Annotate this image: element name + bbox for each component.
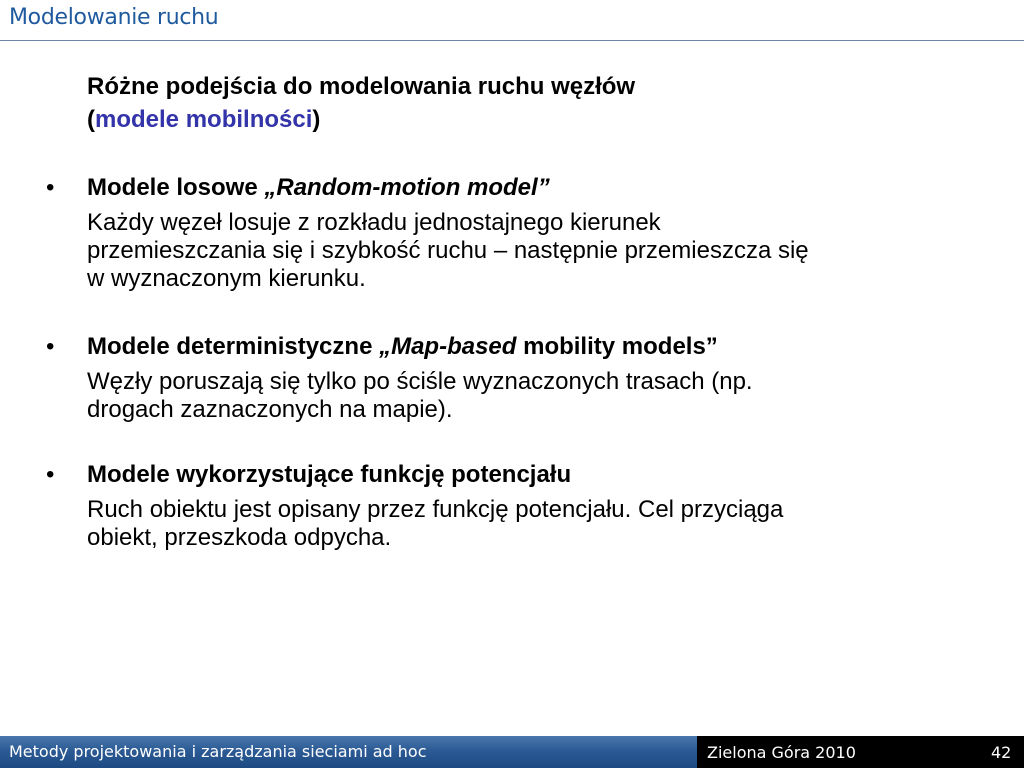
intro-subtitle [87,106,320,134]
bullet-marker: • [46,174,55,201]
intro-open-paren: ( [87,106,95,133]
bullet-marker: • [46,333,55,360]
bullet-desc-line: Każdy węzeł losuje z rozkładu jednostajnego kierunek [87,209,661,236]
bullet-heading-plain: Modele losowe [87,174,265,201]
bullet-desc-line: Węzły poruszają się tylko po ściśle wyznaczonych trasach (np. [87,368,753,395]
bullet-heading-potential: Modele wykorzystujące funkcję potencjału [87,461,572,488]
footer-page-number: 42 [991,743,1012,762]
bullet-heading-italic: „Random-motion model” [264,174,550,201]
bullet-desc-line: Ruch obiektu jest opisany przez funkcję potencjału. Cel przyciąga [87,496,784,523]
bullet-heading-random [87,174,550,202]
footer-info-panel [697,736,1024,768]
footer-course-panel [0,736,697,768]
bullet-heading-map-based [87,333,718,361]
intro-line: Różne podejścia do modelowania ruchu węzłów [87,73,636,100]
bullet-marker: • [46,461,55,488]
bullet-desc-line: przemieszczania się i szybkość ruchu – następnie przemieszcza się [87,237,809,264]
bullet-desc-line: obiekt, przeszkoda odpycha. [87,524,392,551]
bullet-desc-line: w wyznaczonym kierunku. [87,265,366,292]
footer-place-year: Zielona Góra 2010 [707,743,856,762]
footer-course-title: Metody projektowania i zarządzania sieciami ad hoc [9,742,427,761]
slide-title: Modelowanie ruchu [9,5,219,30]
intro-highlight: modele mobilności [95,106,313,133]
bullet-heading-rest: mobility models” [516,333,718,360]
intro-close-paren: ) [312,106,321,133]
title-divider [0,40,1024,41]
bullet-heading-italic: „Map-based [379,333,517,360]
bullet-heading-plain: Modele deterministyczne [87,333,380,360]
bullet-desc-line: drogach zaznaczonych na mapie). [87,396,453,423]
footer-bar [0,736,1024,768]
